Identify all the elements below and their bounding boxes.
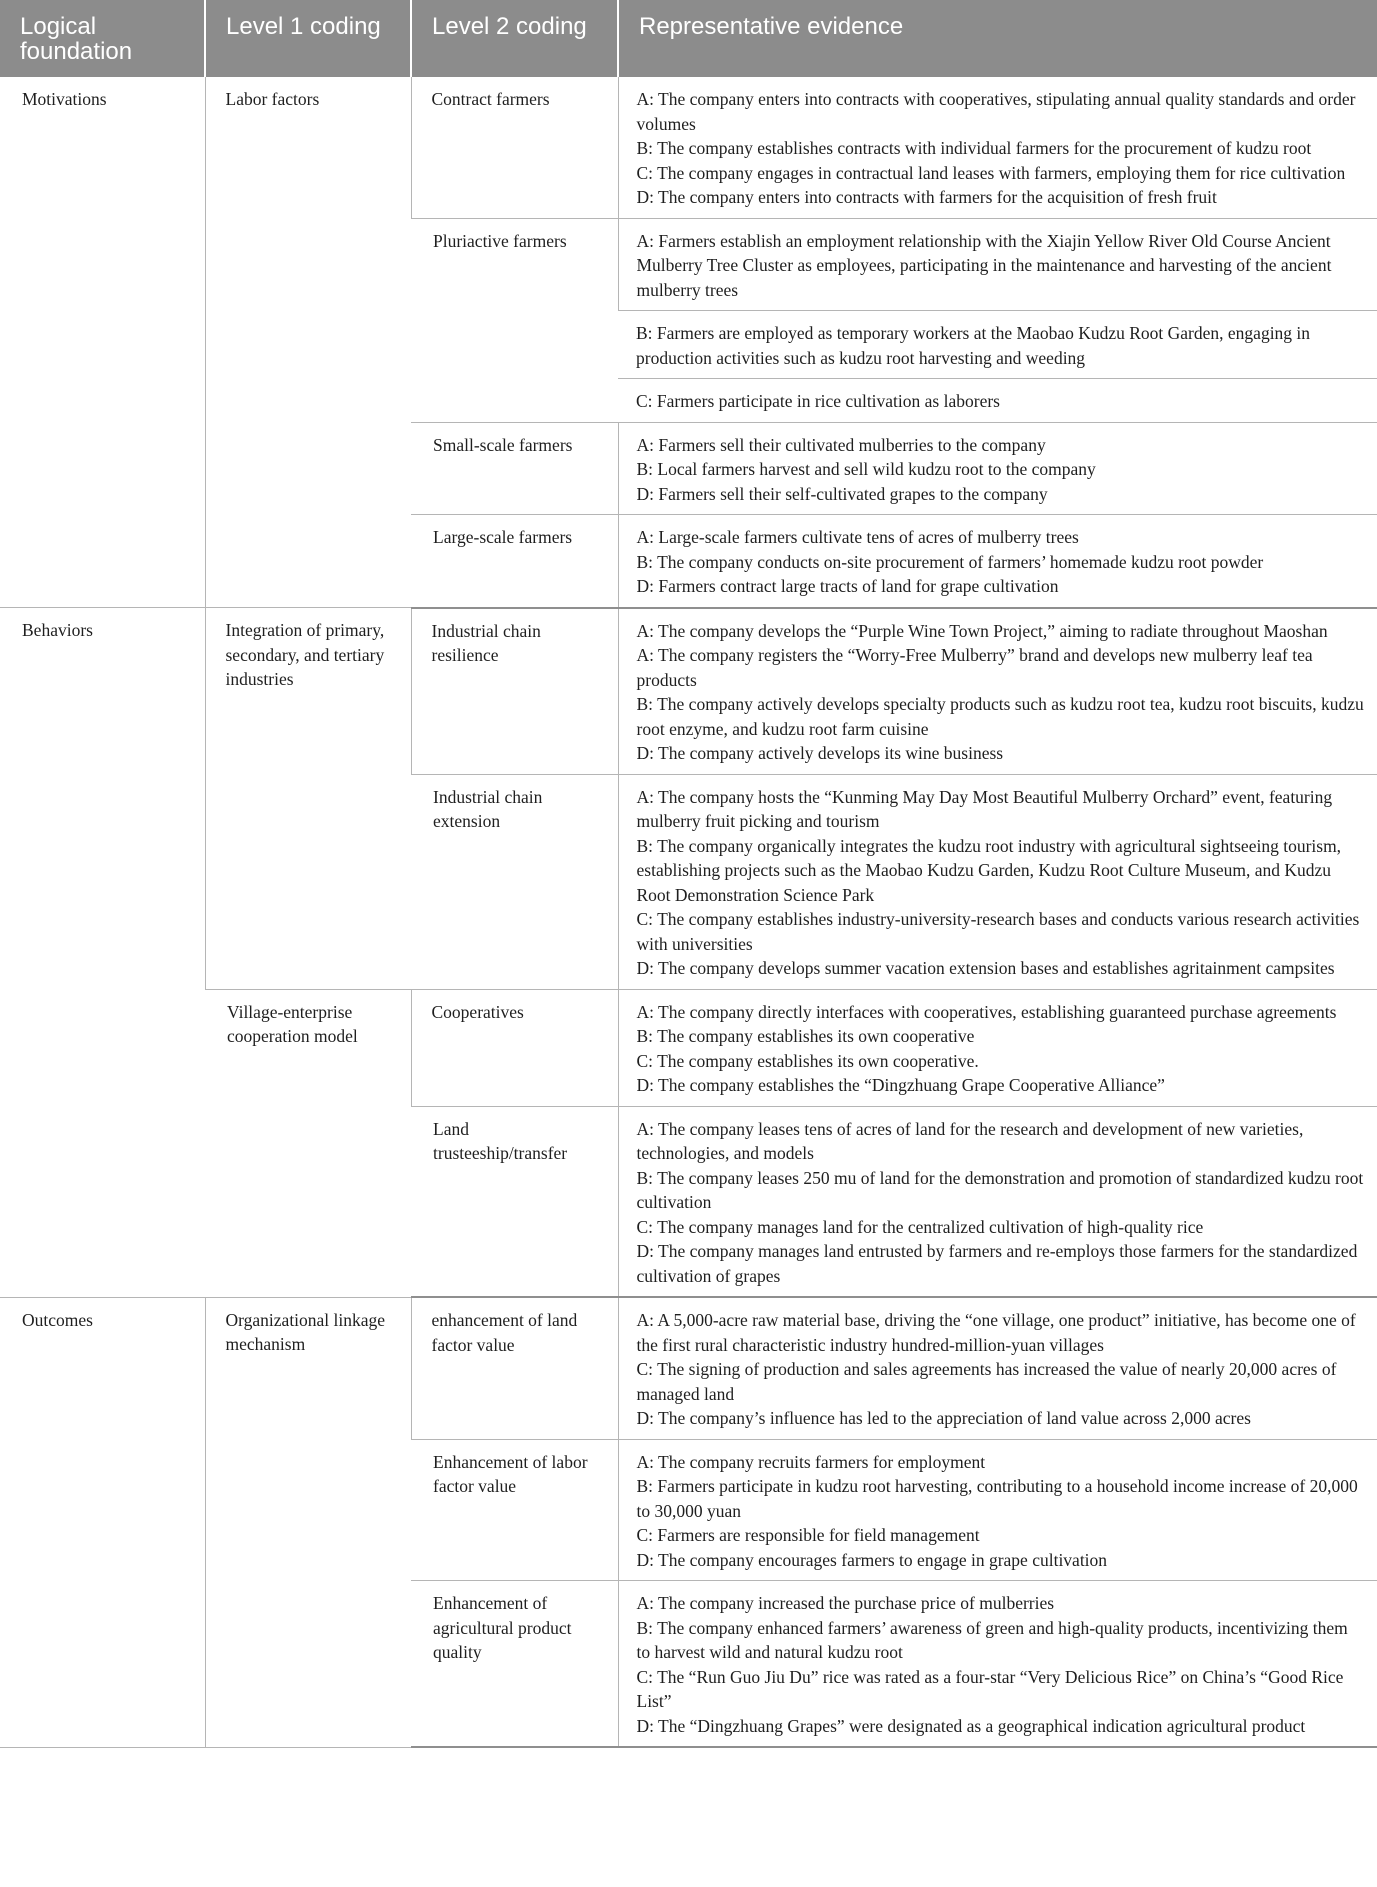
evidence-line: A: The company develops the “Purple Wine Town Project,” aiming to radiate throughout Maoshan — [636, 620, 1328, 641]
foundation-cell: Outcomes — [0, 1297, 205, 1747]
evidence-line: B: The company conducts on-site procurement of farmers’ homemade kudzu root powder — [636, 551, 1264, 572]
foundation-cell: Behaviors — [0, 608, 205, 1298]
evidence-line: B: Farmers are employed as temporary workers at the Maobao Kudzu Root Garden, engaging in production activities such as kudzu root harvesting and weeding — [636, 323, 1311, 368]
table-row — [0, 1297, 1377, 1439]
table-body — [0, 77, 1377, 1747]
evidence-line: D: Farmers sell their self-cultivated grapes to the company — [636, 483, 1048, 504]
evidence-line: D: Farmers contract large tracts of land for grape cultivation — [636, 576, 1059, 596]
evidence-line: D: The company manages land entrusted by farmers and re-employs those farmers for the standardized cultivation of grapes — [636, 1241, 1358, 1286]
evidence-line: C: Farmers participate in rice cultivation as laborers — [636, 391, 1000, 411]
level1-cell: Organizational linkage mechanism — [205, 1297, 411, 1747]
evidence-line: D: The company actively develops its wine business — [636, 743, 1004, 763]
level1-cell: Labor factors — [205, 77, 411, 608]
level1-cell: Integration of primary, secondary, and tertiary industries — [205, 608, 411, 990]
evidence-cell — [618, 311, 1377, 379]
table-row — [0, 608, 1377, 775]
table-header — [0, 0, 1377, 77]
evidence-line: B: The company enhanced farmers’ awareness of green and high-quality products, incentivizing them to harvest wild and natural kudzu root — [636, 1617, 1348, 1662]
evidence-line: C: The company establishes industry-university-research bases and conducts various research activities with universities — [636, 909, 1360, 954]
level2-cell: Contract farmers — [411, 77, 618, 218]
level2-cell: Large-scale farmers — [411, 515, 618, 608]
evidence-cell — [618, 379, 1377, 423]
evidence-line: D: The company establishes the “Dingzhuang Grape Cooperative Alliance” — [636, 1075, 1165, 1095]
evidence-line: B: The company actively develops specialty products such as kudzu root tea, kudzu root biscuits, kudzu root enzyme, and kudzu root farm cuisine — [636, 694, 1364, 739]
header-representative-evidence: Representative evidence — [618, 0, 1377, 77]
evidence-line: B: The company establishes contracts with individual farmers for the procurement of kudzu root — [636, 138, 1312, 158]
evidence-cell — [618, 1297, 1377, 1439]
evidence-line: C: The company manages land for the centralized cultivation of high-quality rice — [636, 1216, 1204, 1237]
evidence-line: D: The company’s influence has led to the appreciation of land value across 2,000 acres — [636, 1408, 1251, 1428]
level2-cell: enhancement of land factor value — [411, 1297, 618, 1439]
table-row — [0, 989, 1377, 1106]
evidence-cell — [618, 218, 1377, 311]
level2-cell: Pluriactive farmers — [411, 218, 618, 422]
evidence-line: C: The company engages in contractual land leases with farmers, employing them for rice cultivation — [636, 162, 1346, 183]
evidence-cell — [618, 1581, 1377, 1748]
evidence-line: A: Farmers establish an employment relationship with the Xiajin Yellow River Old Course Ancient Mulberry Tree Cluster as employees, participating in the maintenance and harvesting of the ancient mulberry trees — [636, 230, 1332, 300]
foundation-cell: Motivations — [0, 77, 205, 608]
level2-cell: Enhancement of labor factor value — [411, 1439, 618, 1581]
evidence-cell — [618, 515, 1377, 608]
level2-cell: Enhancement of agricultural product quality — [411, 1581, 618, 1748]
evidence-cell — [618, 608, 1377, 775]
evidence-line: B: The company organically integrates the kudzu root industry with agricultural sightseeing tourism, establishing projects such as the Maobao Kudzu Garden, Kudzu Root Culture Museum, and Kudzu Root Demonstration Science Park — [636, 835, 1342, 905]
evidence-line: C: The company establishes its own cooperative. — [636, 1050, 979, 1071]
evidence-line: C: The signing of production and sales agreements has increased the value of nearly 20,000 acres of managed land — [636, 1359, 1337, 1404]
evidence-line: A: Farmers sell their cultivated mulberries to the company — [636, 434, 1046, 455]
evidence-line: A: The company enters into contracts with cooperatives, stipulating annual quality standards and order volumes — [636, 89, 1356, 134]
evidence-line: A: The company leases tens of acres of land for the research and development of new varieties, technologies, and models — [636, 1118, 1304, 1163]
evidence-cell — [618, 989, 1377, 1106]
evidence-line: C: Farmers are responsible for field management — [636, 1525, 980, 1545]
evidence-line: A: A 5,000-acre raw material base, driving the “one village, one product” initiative, has become one of the first rural characteristic industry hundred-million-yuan villages — [636, 1310, 1356, 1355]
evidence-line: A: Large-scale farmers cultivate tens of acres of mulberry trees — [636, 527, 1079, 547]
evidence-cell — [618, 422, 1377, 515]
evidence-line: A: The company recruits farmers for employment — [636, 1451, 986, 1472]
evidence-line: A: The company registers the “Worry-Free Mulberry” brand and develops new mulberry leaf tea products — [636, 645, 1313, 690]
evidence-line: D: The company develops summer vacation extension bases and establishes agritainment campsites — [636, 958, 1335, 978]
evidence-cell — [618, 1439, 1377, 1581]
evidence-cell — [618, 1106, 1377, 1297]
level2-cell: Land trusteeship/transfer — [411, 1106, 618, 1297]
evidence-line: B: The company leases 250 mu of land for the demonstration and promotion of standardized kudzu root cultivation — [636, 1167, 1364, 1212]
evidence-line: B: Farmers participate in kudzu root harvesting, contributing to a household income increase of 20,000 to 30,000 yuan — [636, 1476, 1358, 1521]
evidence-line: C: The “Run Guo Jiu Du” rice was rated as a four-star “Very Delicious Rice” on China’s “Good Rice List” — [636, 1666, 1344, 1711]
level2-cell: Small-scale farmers — [411, 422, 618, 515]
evidence-line: A: The company directly interfaces with cooperatives, establishing guaranteed purchase agreements — [636, 1001, 1337, 1022]
evidence-cell — [618, 774, 1377, 989]
header-row — [0, 0, 1377, 77]
level1-cell: Village-enterprise cooperation model — [205, 989, 411, 1297]
evidence-line: B: Local farmers harvest and sell wild kudzu root to the company — [636, 459, 1096, 479]
level2-cell: Industrial chain extension — [411, 774, 618, 989]
level2-cell: Industrial chain resilience — [411, 608, 618, 775]
evidence-line: D: The company enters into contracts with farmers for the acquisition of fresh fruit — [636, 187, 1217, 207]
header-level-2-coding: Level 2 coding — [411, 0, 618, 77]
evidence-line: A: The company hosts the “Kunming May Day Most Beautiful Mulberry Orchard” event, featuring mulberry fruit picking and tourism — [636, 786, 1333, 831]
evidence-line: B: The company establishes its own cooperative — [636, 1026, 975, 1046]
header-level-1-coding: Level 1 coding — [205, 0, 411, 77]
table-row — [0, 77, 1377, 218]
evidence-cell — [618, 77, 1377, 218]
evidence-line: D: The company encourages farmers to engage in grape cultivation — [636, 1549, 1108, 1570]
header-logical-foundation: Logical foundation — [0, 0, 205, 77]
level2-cell: Cooperatives — [411, 989, 618, 1106]
evidence-line: A: The company increased the purchase price of mulberries — [636, 1593, 1055, 1613]
evidence-line: D: The “Dingzhuang Grapes” were designated as a geographical indication agricultural product — [636, 1715, 1306, 1736]
